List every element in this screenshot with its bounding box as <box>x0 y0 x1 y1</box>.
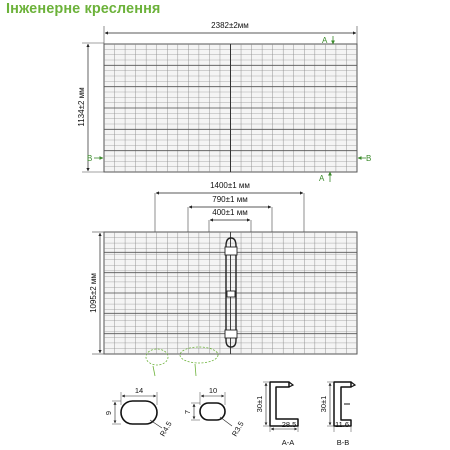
section-bb-height: 30±1 <box>319 395 328 413</box>
top-panel-view <box>77 21 371 183</box>
section-aa-label: A-A <box>281 438 295 447</box>
junction-box-top <box>225 247 237 255</box>
section-bb-width: 11.6 <box>334 420 350 429</box>
section-mark-a-bottom: A <box>319 174 325 183</box>
section-aa-width: 28.5 <box>281 420 297 429</box>
section-mark-b-left: B <box>87 154 93 163</box>
slot-small-height: 7 <box>183 409 192 415</box>
junction-box-middle <box>227 291 235 297</box>
junction-box-bottom <box>225 330 237 338</box>
slot-small-radius: R3.5 <box>229 419 246 438</box>
mounting-slot-large <box>104 386 174 438</box>
slot-large-width: 14 <box>134 386 144 395</box>
frame-section-aa <box>255 382 298 447</box>
dim-400-label: 400±1 мм <box>212 208 248 217</box>
dim-790-label: 790±1 мм <box>212 195 248 204</box>
section-aa-height: 30±1 <box>255 395 264 413</box>
frame-section-bb <box>319 382 355 447</box>
slot-small-width: 10 <box>208 386 218 395</box>
width-dimension-label: 2382±2мм <box>211 21 249 30</box>
section-mark-b-right: B <box>366 154 372 163</box>
back-panel-view <box>89 181 357 376</box>
mounting-slot-small <box>183 386 246 438</box>
height-dimension-label: 1134±2 мм <box>77 87 86 127</box>
dim-1400-label: 1400±1 мм <box>210 181 250 190</box>
slot-large-radius: R4.5 <box>157 419 174 438</box>
slot-large-height: 9 <box>104 410 113 416</box>
section-bb-label: B-B <box>336 438 350 447</box>
back-height-label: 1095±2 мм <box>89 273 98 313</box>
page-title: Інженерне креслення <box>6 1 161 17</box>
section-mark-a-top: A <box>322 36 328 45</box>
